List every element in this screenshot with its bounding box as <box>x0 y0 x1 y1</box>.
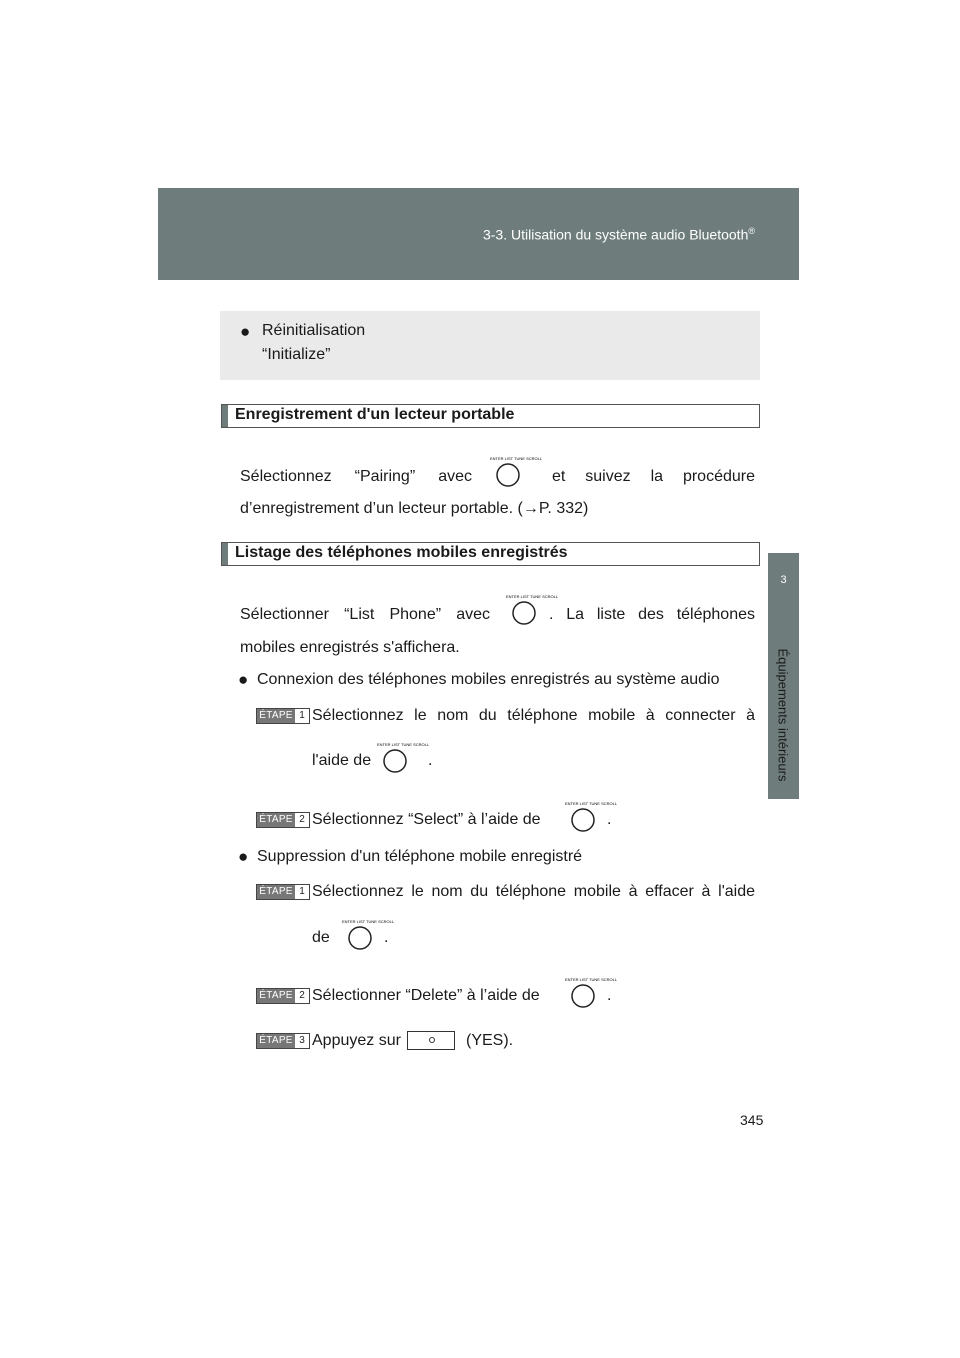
pairing-text-b: et suivez la procédure <box>552 468 755 485</box>
list-phone-text-a: Sélectionner “List Phone” avec <box>240 606 490 623</box>
delete-step1-line2-b: . <box>384 929 389 946</box>
connect-step1-line2-b: . <box>428 752 433 769</box>
step-badge-2: ÉTAPE 2 <box>256 812 310 828</box>
svg-text:ENTER LIST TUNE SCROLL: ENTER LIST TUNE SCROLL <box>506 594 559 599</box>
list-phone-text-line2: mobiles enregistrés s'affichera. <box>240 639 460 656</box>
chapter-number: 3 <box>780 574 787 586</box>
tune-knob-icon <box>374 740 430 774</box>
bullet-connect: Connexion des téléphones mobiles enregistrés au système audio <box>257 671 720 688</box>
note-line2: “Initialize” <box>262 346 331 363</box>
list-phone-text-b: . La liste des téléphones <box>549 606 755 623</box>
delete-step2-end: . <box>607 987 612 1004</box>
page-number: 345 <box>740 1112 764 1128</box>
delete-step2-text: Sélectionner “Delete” à l’aide de <box>312 987 540 1004</box>
step-badge-3: ÉTAPE 3 <box>256 1033 310 1049</box>
delete-step3-text: Appuyez sur <box>312 1032 401 1049</box>
tune-knob-icon <box>562 799 618 833</box>
connect-step1-text: Sélectionnez le nom du téléphone mobile à connecter à <box>312 707 755 724</box>
note-line1: Réinitialisation <box>262 322 366 339</box>
delete-step1-text: Sélectionnez le nom du téléphone mobile à effacer à l'aide <box>312 883 755 900</box>
pairing-text-a: Sélectionnez “Pairing” avec <box>240 468 472 485</box>
bullet-icon: ● <box>238 670 249 689</box>
step-badge-2: ÉTAPE 2 <box>256 988 310 1004</box>
svg-text:ENTER LIST TUNE SCROLL: ENTER LIST TUNE SCROLL <box>377 742 430 747</box>
chapter-label: Équipements intérieurs <box>775 648 791 782</box>
delete-step1-line2-a: de <box>312 929 330 946</box>
step-badge-1: ÉTAPE 1 <box>256 884 310 900</box>
svg-text:ENTER LIST TUNE SCROLL: ENTER LIST TUNE SCROLL <box>565 801 618 806</box>
pairing-text-line2: d’enregistrement d’un lecteur portable. (→P. 332) <box>240 500 589 517</box>
tune-knob-icon <box>562 975 618 1009</box>
bullet-icon: ● <box>240 322 251 341</box>
header-title: 3-3. Utilisation du système audio Bluetooth® <box>482 226 755 243</box>
yes-button-icon <box>407 1031 455 1050</box>
section-heading-list-phone: Listage des téléphones mobiles enregistrés <box>221 542 760 566</box>
connect-step2-text: Sélectionnez “Select” à l’aide de <box>312 811 541 828</box>
connect-step1-line2-a: l'aide de <box>312 752 372 769</box>
svg-text:ENTER LIST TUNE SCROLL: ENTER LIST TUNE SCROLL <box>342 919 395 924</box>
bullet-icon: ● <box>238 847 249 866</box>
bullet-delete: Suppression d'un téléphone mobile enregistré <box>257 848 583 865</box>
step-badge-1: ÉTAPE 1 <box>256 708 310 724</box>
svg-text:ENTER LIST TUNE SCROLL: ENTER LIST TUNE SCROLL <box>565 977 618 982</box>
tune-knob-icon <box>339 917 395 951</box>
chapter-header <box>158 188 799 280</box>
delete-step3-end: (YES). <box>466 1032 514 1049</box>
svg-text:ENTER LIST TUNE SCROLL: ENTER LIST TUNE SCROLL <box>490 456 543 461</box>
connect-step2-end: . <box>607 811 612 828</box>
tune-knob-icon <box>487 454 543 488</box>
section-heading-pairing: Enregistrement d'un lecteur portable <box>221 404 760 428</box>
tune-knob-icon <box>503 592 559 626</box>
